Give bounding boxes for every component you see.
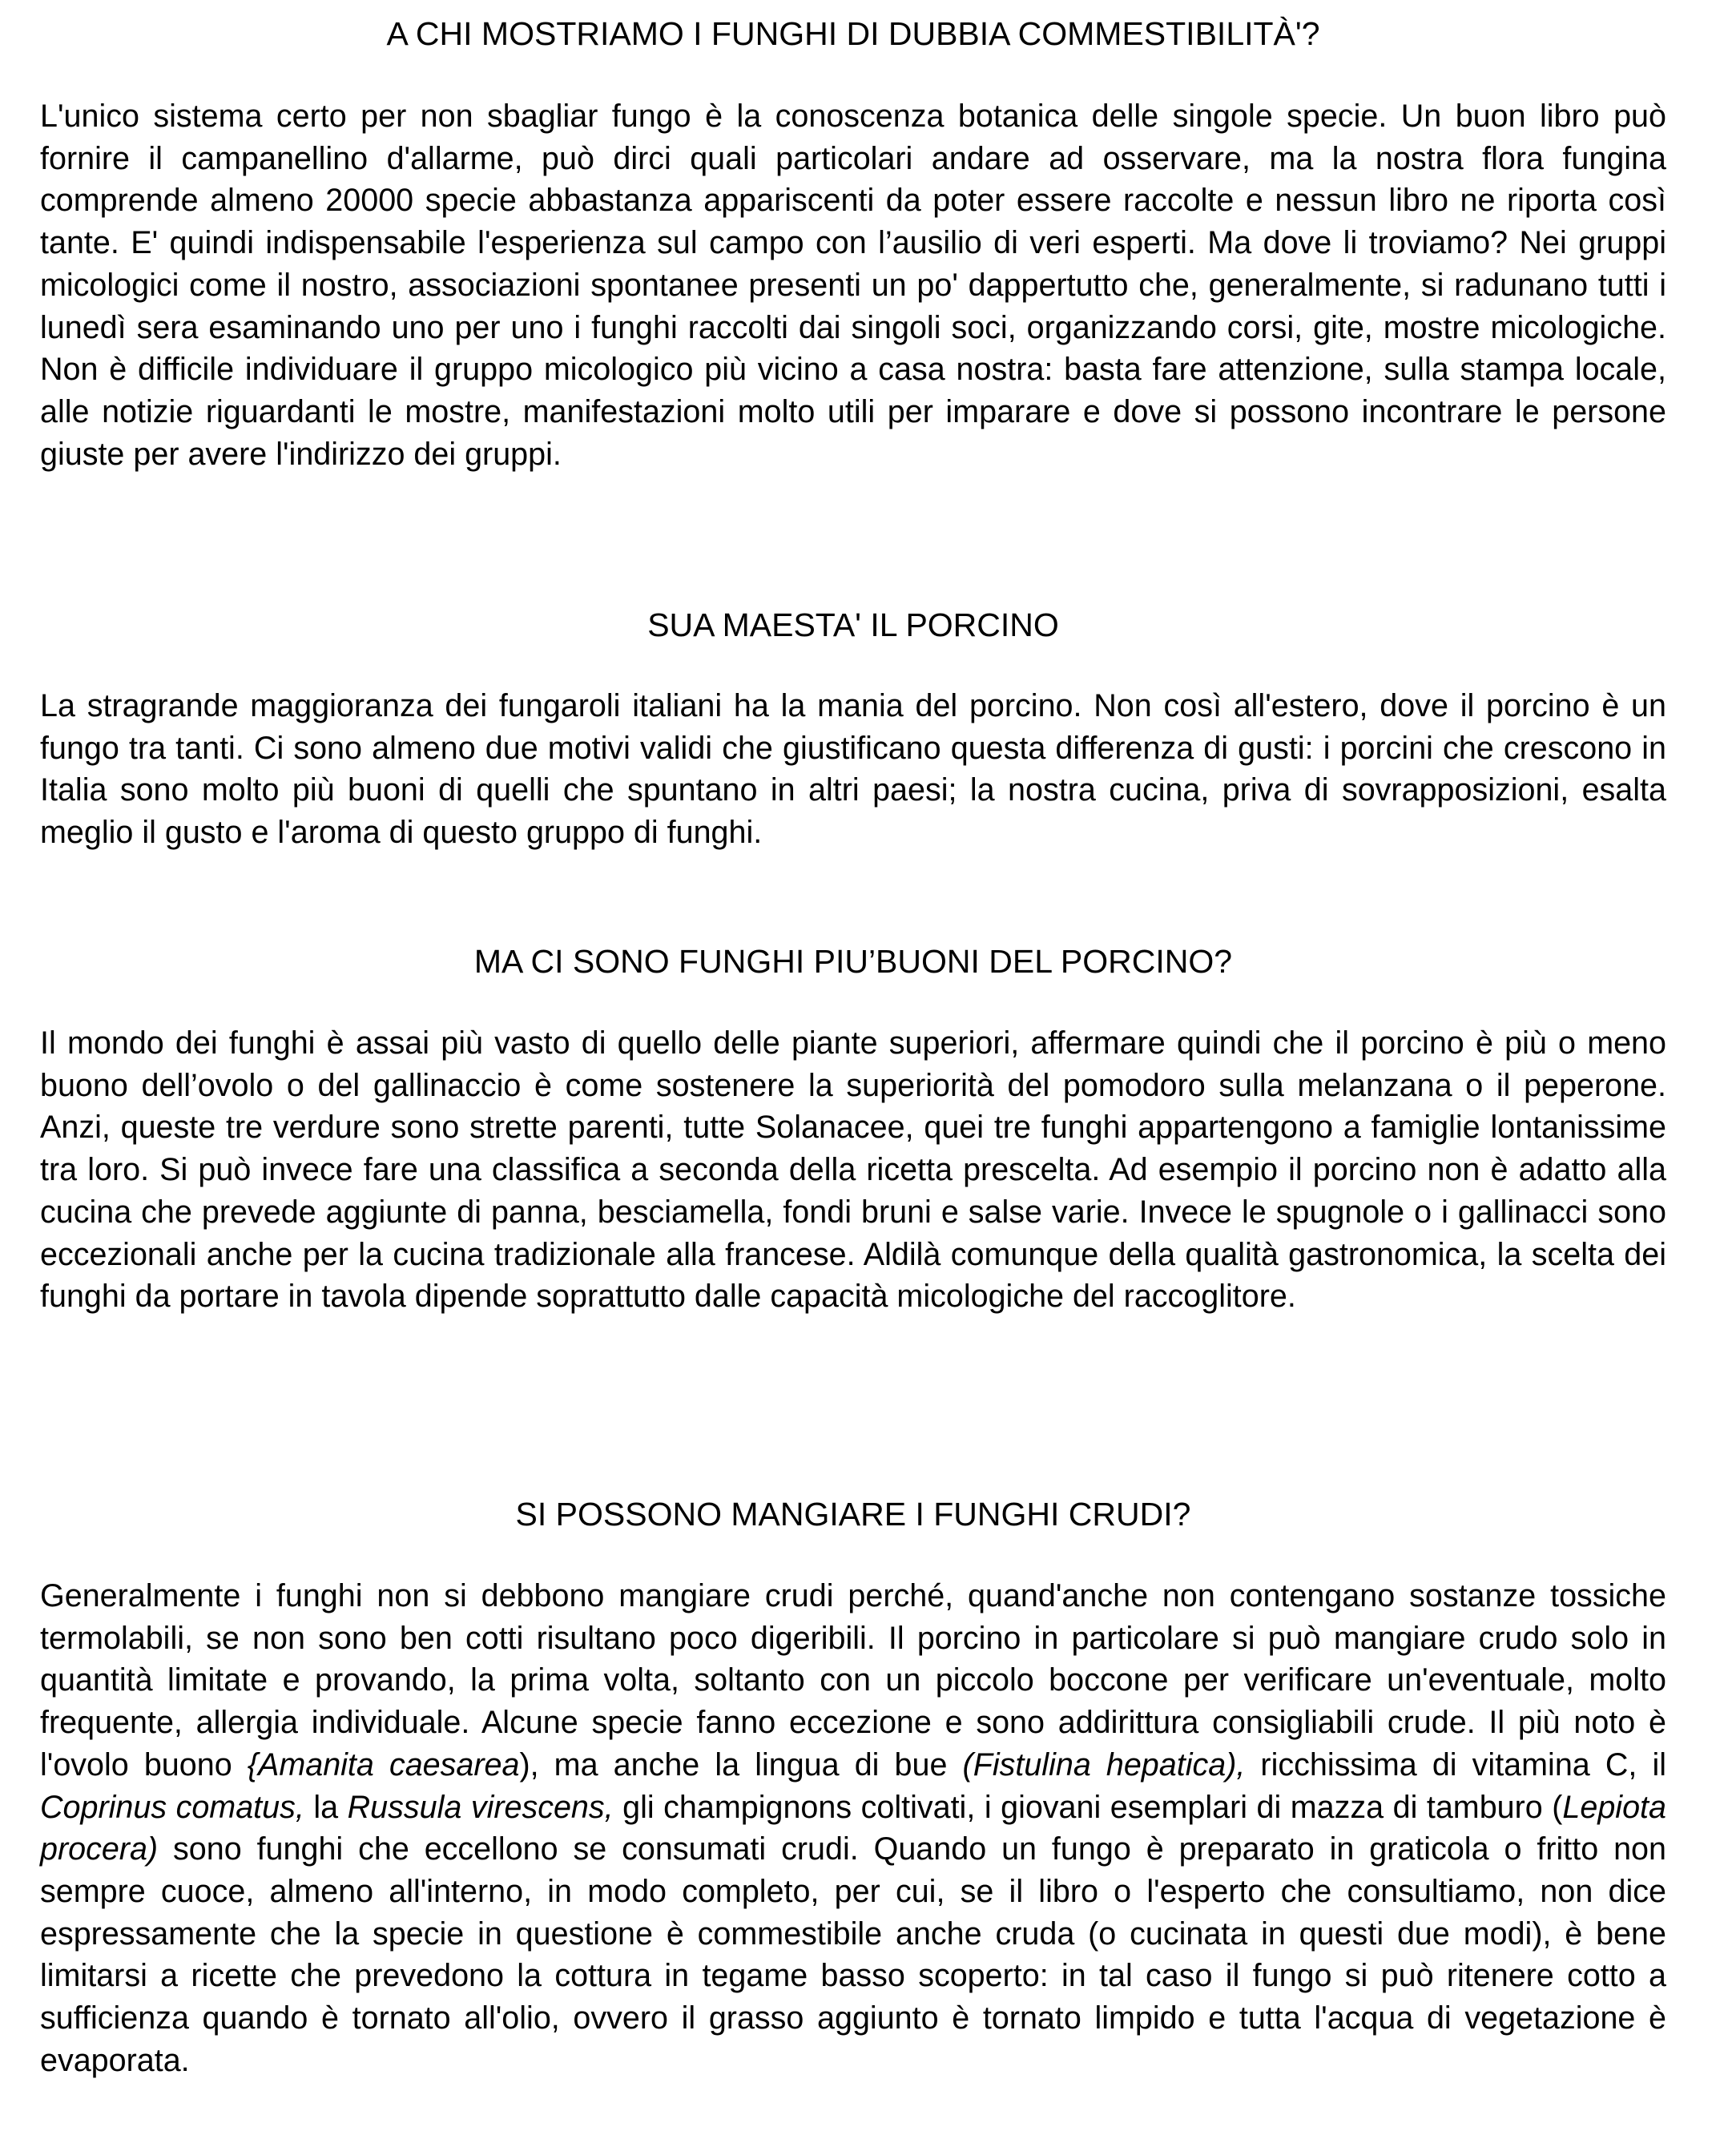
section-porcino bbox=[40, 601, 1666, 854]
text-run: Generalmente i funghi non si debbono mangiare crudi perché, quand'anche non contengano sostanze tossiche termolabili, se non sono ben cotti risultano poco digeribili. Il porcino in particolare si può mangiare crudo solo in quantità limitate e provando, la prima volta, soltanto con un piccolo boccone per verificare un'eventuale, molto frequente, allergia individuale. Alcune specie fanno eccezione e sono addirittura consigliabili crude. Il più noto è l'ovolo buono bbox=[40, 1578, 1666, 1783]
species-name: (Fistulina hepatica), bbox=[962, 1746, 1246, 1783]
section-heading: SUA MAESTA' IL PORCINO bbox=[647, 606, 1059, 643]
section-paragraph: La stragrande maggioranza dei fungaroli italiani ha la mania del porcino. Non così all'estero, dove il porcino è un fungo tra tanti. Ci sono almeno due motivi validi che giustificano questa differenza di gusti: i porcini che crescono in Italia sono molto più buoni di quelli che spuntano in altri paesi; la nostra cucina, priva di sovrapposizioni, esalta meglio il gusto e l'aroma di questo gruppo di funghi. bbox=[40, 688, 1666, 851]
section-dubbia-commestibilita bbox=[40, 10, 1666, 475]
text-run: ricchissima di vitamina C, il bbox=[1245, 1746, 1666, 1783]
section-heading: MA CI SONO FUNGHI PIU’BUONI DEL PORCINO? bbox=[473, 943, 1233, 980]
text-run: la bbox=[304, 1789, 348, 1825]
species-name: Lepiota procera) bbox=[40, 1789, 1666, 1867]
section-heading: SI POSSONO MANGIARE I FUNGHI CRUDI? bbox=[515, 1496, 1191, 1533]
section-paragraph bbox=[40, 1575, 1666, 2081]
section-funghi-crudi bbox=[40, 1490, 1666, 2081]
text-run: ), ma anche la lingua di bue bbox=[519, 1746, 963, 1783]
species-name: {Amanita caesarea bbox=[247, 1746, 520, 1783]
species-name: Coprinus comatus, bbox=[40, 1789, 304, 1825]
section-heading: A CHI MOSTRIAMO I FUNGHI DI DUBBIA COMMESTIBILITÀ'? bbox=[386, 15, 1320, 52]
text-run: sono funghi che eccellono se consumati crudi. Quando un fungo è preparato in graticola o fritto non sempre cuoce, almeno all'interno, in modo completo, per cui, se il libro o l'esperto che consultiamo, non dice espressamente che la specie in questione è commestibile anche cruda (o cucinata in questi due modi), è bene limitarsi a ricette che prevedono la cottura in tegame basso scoperto: in tal caso il fungo si può ritenere cotto a sufficienza quando è tornato all'olio, ovvero il grasso aggiunto è tornato limpido e tutta l'acqua di vegetazione è evaporata. bbox=[40, 1831, 1666, 2078]
text-run: gli champignons coltivati, i giovani esemplari di mazza di tamburo ( bbox=[613, 1789, 1563, 1825]
section-paragraph: Il mondo dei funghi è assai più vasto di quello delle piante superiori, affermare quindi che il porcino è più o meno buono dell’ovolo o del gallinaccio è come sostenere la superiorità del pomodoro sulla melanzana o il peperone. Anzi, queste tre verdure sono strette parenti, tutte Solanacee, quei tre funghi appartengono a famiglie lontanissime tra loro. Si può invece fare una classifica a seconda della ricetta prescelta. Ad esempio il porcino non è adatto alla cucina che prevede aggiunte di panna, besciamella, fondi bruni e salse varie. Invece le spugnole o i gallinacci sono eccezionali anche per la cucina tradizionale alla francese. Aldilà comunque della qualità gastronomica, la scelta dei funghi da portare in tavola dipende soprattutto dalle capacità micologiche del raccoglitore. bbox=[40, 1025, 1666, 1315]
species-name: Russula virescens, bbox=[347, 1789, 614, 1825]
section-funghi-piu-buoni bbox=[40, 937, 1666, 1318]
section-paragraph: L'unico sistema certo per non sbagliar fungo è la conoscenza botanica delle singole specie. Un buon libro può fornire il campanellino d'allarme, può dirci quali particolari andare ad osservare, ma la nostra flora fungina comprende almeno 20000 specie abbastanza appariscenti da poter essere raccolte e nessun libro ne riporta così tante. E' quindi indispensabile l'esperienza sul campo con l’ausilio di veri esperti. Ma dove li troviamo? Nei gruppi micologici come il nostro, associazioni spontanee presenti un po' dappertutto che, generalmente, si radunano tutti i lunedì sera esaminando uno per uno i funghi raccolti dai singoli soci, organizzando corsi, gite, mostre micologiche. Non è difficile individuare il gruppo micologico più vicino a casa nostra: basta fare attenzione, sulla stampa locale, alle notizie riguardanti le mostre, manifestazioni molto utili per imparare e dove si possono incontrare le persone giuste per avere l'indirizzo dei gruppi. bbox=[40, 99, 1666, 472]
